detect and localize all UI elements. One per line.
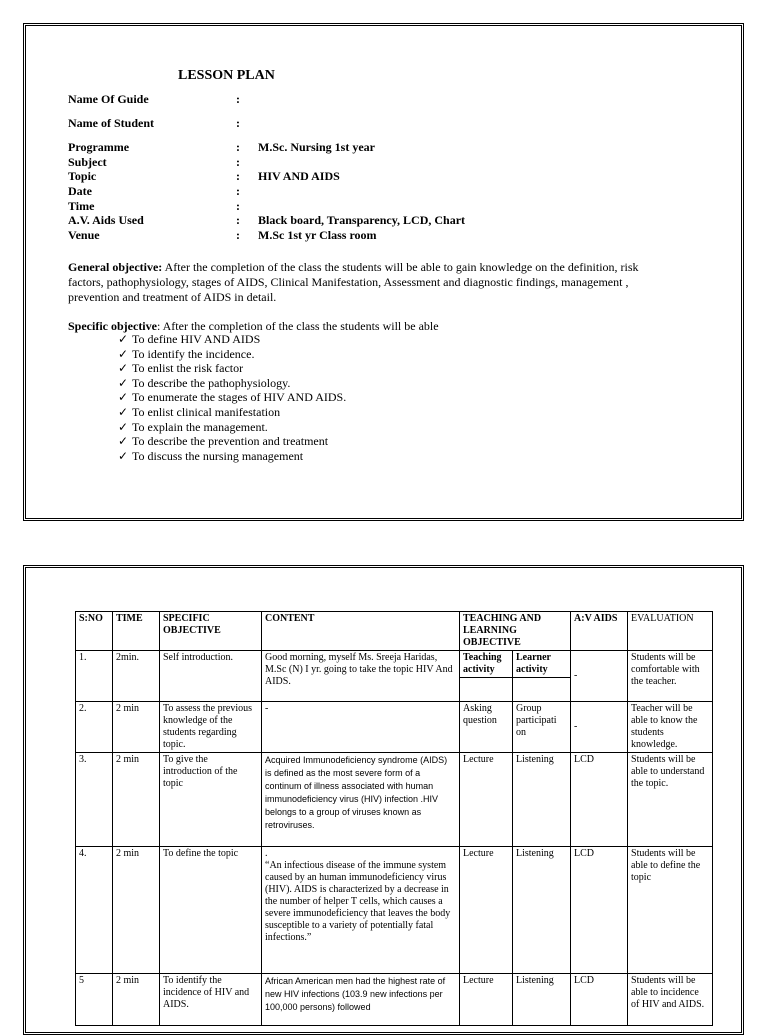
- field-label: Programme: [68, 140, 130, 154]
- table-row: [76, 753, 713, 847]
- page-title: LESSON PLAN: [178, 68, 275, 83]
- field-colon: :: [236, 155, 240, 169]
- objective-text: To describe the prevention and treatment: [132, 434, 329, 449]
- cell-sno: 2.: [76, 702, 113, 753]
- cell-sno: 4.: [76, 847, 113, 974]
- cell-sno: 5: [76, 974, 113, 1026]
- objective-list: [118, 332, 346, 463]
- cell-aids: LCD: [571, 847, 628, 974]
- list-item: [118, 361, 346, 376]
- list-item: [118, 405, 346, 420]
- field-label: A.V. Aids Used: [68, 213, 144, 227]
- cell-teaching: [460, 678, 513, 702]
- cell-objective: To assess the previous knowledge of the students regarding topic.: [160, 702, 262, 753]
- cell-content: -: [262, 702, 460, 753]
- list-item: [118, 420, 346, 435]
- header-evaluation: EVALUATION: [628, 612, 713, 651]
- field-label: Topic: [68, 169, 97, 183]
- field-colon: :: [236, 184, 240, 198]
- cell-learner: Listening: [513, 847, 571, 974]
- objective-text: To explain the management.: [132, 419, 268, 434]
- cell-evaluation: Teacher will be able to know the students knowledge.: [628, 702, 713, 753]
- lesson-plan-page-2: [23, 565, 744, 1035]
- cell-learner: Group participati on: [513, 702, 571, 753]
- cell-aids: LCD: [571, 753, 628, 847]
- checkmark-icon: ✓: [118, 419, 129, 434]
- cell-teaching: Lecture: [460, 974, 513, 1026]
- objective-text: To enumerate the stages of HIV AND AIDS.: [132, 390, 347, 405]
- cell-teaching: Lecture: [460, 847, 513, 974]
- field-label: Name of Student: [68, 116, 154, 130]
- cell-objective: Self introduction.: [160, 651, 262, 702]
- cell-content: . “An infectious disease of the immune system caused by an human immunodeficiency virus (HIV). AIDS is characterized by a decrease in the number of helper T cells, which causes a severe immunodeficiency that leaves the body susceptible to a variety of potentially fatal infections.”: [262, 847, 460, 974]
- cell-evaluation: Students will be able to incidence of HIV and AIDS.: [628, 974, 713, 1026]
- field-value: HIV AND AIDS: [258, 169, 340, 183]
- objective-text: To enlist the risk factor: [132, 361, 244, 376]
- table-row: [76, 702, 713, 753]
- cell-evaluation: Students will be able to define the topic: [628, 847, 713, 974]
- cell-objective: To identify the incidence of HIV and AIDS.: [160, 974, 262, 1026]
- objective-text: To discuss the nursing management: [132, 448, 304, 463]
- cell-aids: -: [571, 651, 628, 702]
- list-item: [118, 390, 346, 405]
- cell-sno: 3.: [76, 753, 113, 847]
- field-colon: :: [236, 199, 240, 213]
- field-colon: :: [236, 213, 240, 227]
- list-item: [118, 434, 346, 449]
- table-row: [76, 651, 713, 678]
- list-item: [118, 449, 346, 464]
- header-time: TIME: [113, 612, 160, 651]
- field-colon: :: [236, 116, 240, 130]
- table-row: [76, 847, 713, 974]
- cell-time: 2 min: [113, 847, 160, 974]
- subheader-teaching-activity: Teaching activity: [460, 651, 513, 678]
- general-objective-text: After the completion of the class the students will be able to gain knowledge on the definition, risk factors, pathophysiology, stages of AIDS, Clinical Manifestation, Assessment and diagnostic findings, management , prevention and treatment of AIDS in detail.: [68, 260, 639, 304]
- cell-time: 2 min: [113, 753, 160, 847]
- field-label: Venue: [68, 228, 100, 242]
- field-value: M.Sc 1st yr Class room: [258, 228, 377, 242]
- cell-learner: [513, 678, 571, 702]
- checkmark-icon: ✓: [118, 346, 129, 361]
- general-objective: [68, 260, 668, 305]
- field-label: Name Of Guide: [68, 92, 149, 106]
- list-item: [118, 332, 346, 347]
- objective-text: To define HIV AND AIDS: [132, 332, 261, 346]
- cell-learner: Listening: [513, 974, 571, 1026]
- field-colon: :: [236, 92, 240, 106]
- header-sno: S:NO: [76, 612, 113, 651]
- table-header-row: [76, 612, 713, 651]
- header-content: CONTENT: [262, 612, 460, 651]
- cell-learner: Listening: [513, 753, 571, 847]
- cell-objective: To give the introduction of the topic: [160, 753, 262, 847]
- field-colon: :: [236, 140, 240, 154]
- field-value: Black board, Transparency, LCD, Chart: [258, 213, 466, 227]
- checkmark-icon: ✓: [118, 404, 129, 419]
- general-objective-label: General objective:: [68, 260, 163, 274]
- checkmark-icon: ✓: [118, 332, 129, 346]
- lesson-plan-page-1: [23, 23, 744, 521]
- checkmark-icon: ✓: [118, 390, 129, 405]
- lesson-plan-table: [75, 611, 713, 1026]
- specific-objective-label: Specific objective: [68, 319, 157, 333]
- subheader-learner-activity: Learner activity: [513, 651, 571, 678]
- cell-aids: LCD: [571, 974, 628, 1026]
- checkmark-icon: ✓: [118, 361, 129, 376]
- checkmark-icon: ✓: [118, 434, 129, 449]
- cell-content: African American men had the highest rate of new HIV infections (103.9 new infections per 100,000 persons) followed: [262, 974, 460, 1026]
- header-av-aids: A:V AIDS: [571, 612, 628, 651]
- field-label: Subject: [68, 155, 107, 169]
- objective-text: To enlist clinical manifestation: [132, 404, 281, 419]
- cell-aids: -: [571, 702, 628, 753]
- cell-time: 2 min: [113, 702, 160, 753]
- field-value: M.Sc. Nursing 1st year: [258, 140, 375, 154]
- cell-objective: To define the topic: [160, 847, 262, 974]
- cell-teaching: Lecture: [460, 753, 513, 847]
- checkmark-icon: ✓: [118, 448, 129, 463]
- checkmark-icon: ✓: [118, 375, 129, 390]
- cell-evaluation: Students will be comfortable with the teacher.: [628, 651, 713, 702]
- table-row: [76, 974, 713, 1026]
- header-teaching-learning: TEACHING AND LEARNING OBJECTIVE: [460, 612, 571, 651]
- cell-content: Good morning, myself Ms. Sreeja Haridas, M.Sc (N) I yr. going to take the topic HIV And AIDS.: [262, 651, 460, 702]
- cell-content: Acquired Immunodeficiency syndrome (AIDS) is defined as the most severe form of a continum of illness associated with human immunodeficiency virus (HIV) infection .HIV belongs to a group of viruses known as retroviruses.: [262, 753, 460, 847]
- field-label: Time: [68, 199, 95, 213]
- list-item: [118, 376, 346, 391]
- header-specific-objective: SPECIFIC OBJECTIVE: [160, 612, 262, 651]
- cell-teaching: Asking question: [460, 702, 513, 753]
- cell-sno: 1.: [76, 651, 113, 702]
- specific-objective-text: : After the completion of the class the students will be able: [156, 319, 439, 333]
- objective-text: To identify the incidence.: [132, 346, 255, 361]
- field-label: Date: [68, 184, 92, 198]
- field-colon: :: [236, 228, 240, 242]
- cell-evaluation: Students will be able to understand the topic.: [628, 753, 713, 847]
- cell-time: 2min.: [113, 651, 160, 702]
- list-item: [118, 347, 346, 362]
- objective-text: To describe the pathophysiology.: [132, 375, 291, 390]
- cell-time: 2 min: [113, 974, 160, 1026]
- field-colon: :: [236, 169, 240, 183]
